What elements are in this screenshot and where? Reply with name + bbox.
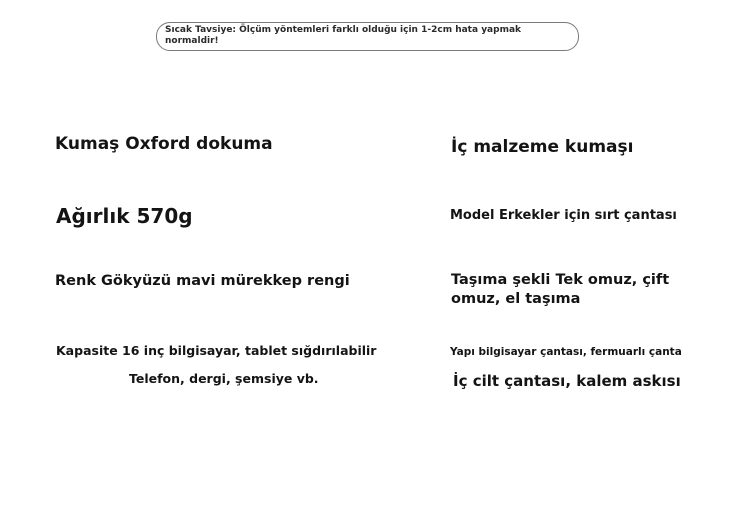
tip-banner: Sıcak Tavsiye: Ölçüm yöntemleri farklı olduğu için 1-2cm hata yapmak normaldir!: [156, 22, 579, 51]
spec-fabric: Kumaş Oxford dokuma: [55, 134, 273, 154]
spec-carry: Taşıma şekli Tek omuz, çift omuz, el taşıma: [451, 272, 670, 307]
spec-capacity-extra: Telefon, dergi, şemsiye vb.: [129, 371, 319, 386]
spec-model: Model Erkekler için sırt çantası: [450, 208, 677, 223]
spec-color: Renk Gökyüzü mavi mürekkep rengi: [55, 273, 350, 289]
spec-capacity: Kapasite 16 inç bilgisayar, tablet sığdırılabilir: [56, 343, 377, 358]
spec-inner-fabric: İç malzeme kumaşı: [451, 137, 634, 157]
spec-structure: Yapı bilgisayar çantası, fermuarlı çanta: [450, 346, 682, 358]
spec-structure-extra: İç cilt çantası, kalem askısı: [453, 372, 681, 390]
spec-weight: Ağırlık 570g: [56, 204, 193, 228]
